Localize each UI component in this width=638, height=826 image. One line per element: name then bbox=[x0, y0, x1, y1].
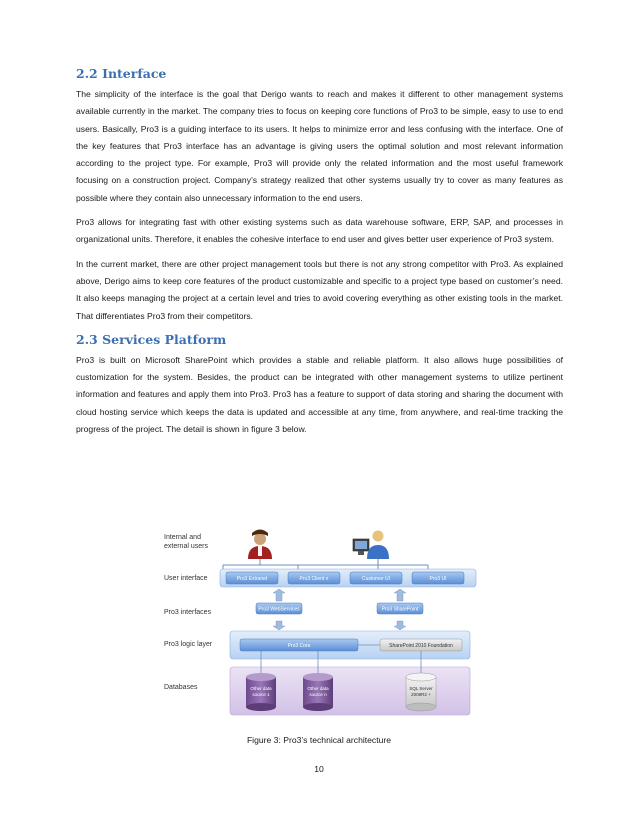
database-icon bbox=[246, 673, 276, 711]
figure-caption: Figure 3: Pro3’s technical architecture bbox=[246, 735, 392, 745]
svg-text:Pro3 SharePoint: Pro3 SharePoint bbox=[381, 606, 419, 613]
logic-box bbox=[240, 639, 358, 651]
svg-text:Pro3 Extranet: Pro3 Extranet bbox=[236, 576, 268, 582]
paragraph: The simplicity of the interface is the goal that Derigo wants to reach and makes it different to other management systems available currently in the market. The company tries to focus on keeping core functions of Pro3 to be simple, easy to use to end users. Basically, Pro3 is a guiding interface to its users. It helps to minimize error and less confusing with the interface. One of the key features that Pro3 interface has an advantage is giving users the optimal solution and most relevant information according to the project type. For example, Pro3 will provide only the related information and the most useful framework focusing on a construction project. Company’s strategy realized that other systems usually try to cover as many features as possible where they contain also unnecessary information to the end users. bbox=[76, 89, 563, 203]
architecture-figure bbox=[158, 527, 478, 723]
row-label-users: external users bbox=[164, 543, 208, 550]
paragraph: Pro3 is built on Microsoft SharePoint which provides a stable and reliable platform. It also allows huge possibilities of customization for the system. Besides, the product can be integrated with other management systems to utilize pertinent information and features and apply them into Pro3. Pro3 has a feature to support of data storing and sharing the document with cloud hosting service which keeps the data is updated and accessible at any time, from anywhere, and real-time tracking the progress of the project. The detail is shown in figure 3 below. bbox=[76, 354, 563, 435]
user-icon bbox=[248, 530, 272, 560]
row-label-interfaces: Pro3 interfaces bbox=[164, 609, 212, 616]
computer-user-icon bbox=[353, 531, 389, 560]
interface-box bbox=[377, 603, 423, 614]
section-heading-interface: 2.2 Interface bbox=[76, 66, 167, 81]
svg-text:Customer UI: Customer UI bbox=[361, 576, 391, 582]
svg-text:Other data: Other data bbox=[307, 686, 329, 691]
database-icon bbox=[406, 673, 436, 711]
svg-text:2008R2 +: 2008R2 + bbox=[411, 692, 431, 697]
ui-box bbox=[412, 572, 464, 584]
page-number: 10 bbox=[314, 764, 324, 774]
row-label-user-interface: User interface bbox=[164, 575, 208, 582]
logic-box bbox=[380, 639, 462, 651]
row-label-logic: Pro3 logic layer bbox=[164, 641, 213, 648]
paragraph: Pro3 allows for integrating fast with other existing systems such as data warehouse software, ERP, SAP, and processes in organizational units. Therefore, it enables the cohesive interface to end user and gives better user experience of Pro3 system. bbox=[76, 217, 563, 245]
ui-box bbox=[350, 572, 402, 584]
row-label-databases: Databases bbox=[164, 684, 198, 691]
svg-text:Pro3 WebServices: Pro3 WebServices bbox=[258, 606, 300, 613]
svg-text:Pro3 UI: Pro3 UI bbox=[429, 576, 447, 582]
database-icon bbox=[303, 673, 333, 711]
paragraph: In the current market, there are other project management tools but there is not any strong competitor with Pro3. As explained above, Derigo aims to keep core features of the product customizable and specific to a project type based on customer’s need. It also keeps managing the project at a certain level and tries to avoid covering everything as other existing tools in the market. That differentiates Pro3 from their competitors. bbox=[76, 258, 563, 321]
ui-box bbox=[288, 572, 340, 584]
svg-text:Pro3 Client n: Pro3 Client n bbox=[299, 576, 329, 582]
row-label-users: Internal and bbox=[164, 534, 201, 541]
section-heading-services-platform: 2.3 Services Platform bbox=[76, 331, 227, 347]
svg-text:SharePoint 2010 Foundation: SharePoint 2010 Foundation bbox=[389, 643, 453, 649]
svg-text:SQL Server: SQL Server bbox=[409, 686, 433, 691]
architecture-diagram bbox=[158, 527, 478, 723]
svg-text:source n: source n bbox=[309, 692, 327, 697]
svg-text:source 1: source 1 bbox=[252, 692, 270, 697]
svg-text:Pro3 Core: Pro3 Core bbox=[287, 643, 311, 649]
page-body bbox=[76, 66, 563, 445]
ui-box bbox=[226, 572, 278, 584]
svg-text:Other data: Other data bbox=[250, 686, 272, 691]
interface-box bbox=[256, 603, 302, 614]
